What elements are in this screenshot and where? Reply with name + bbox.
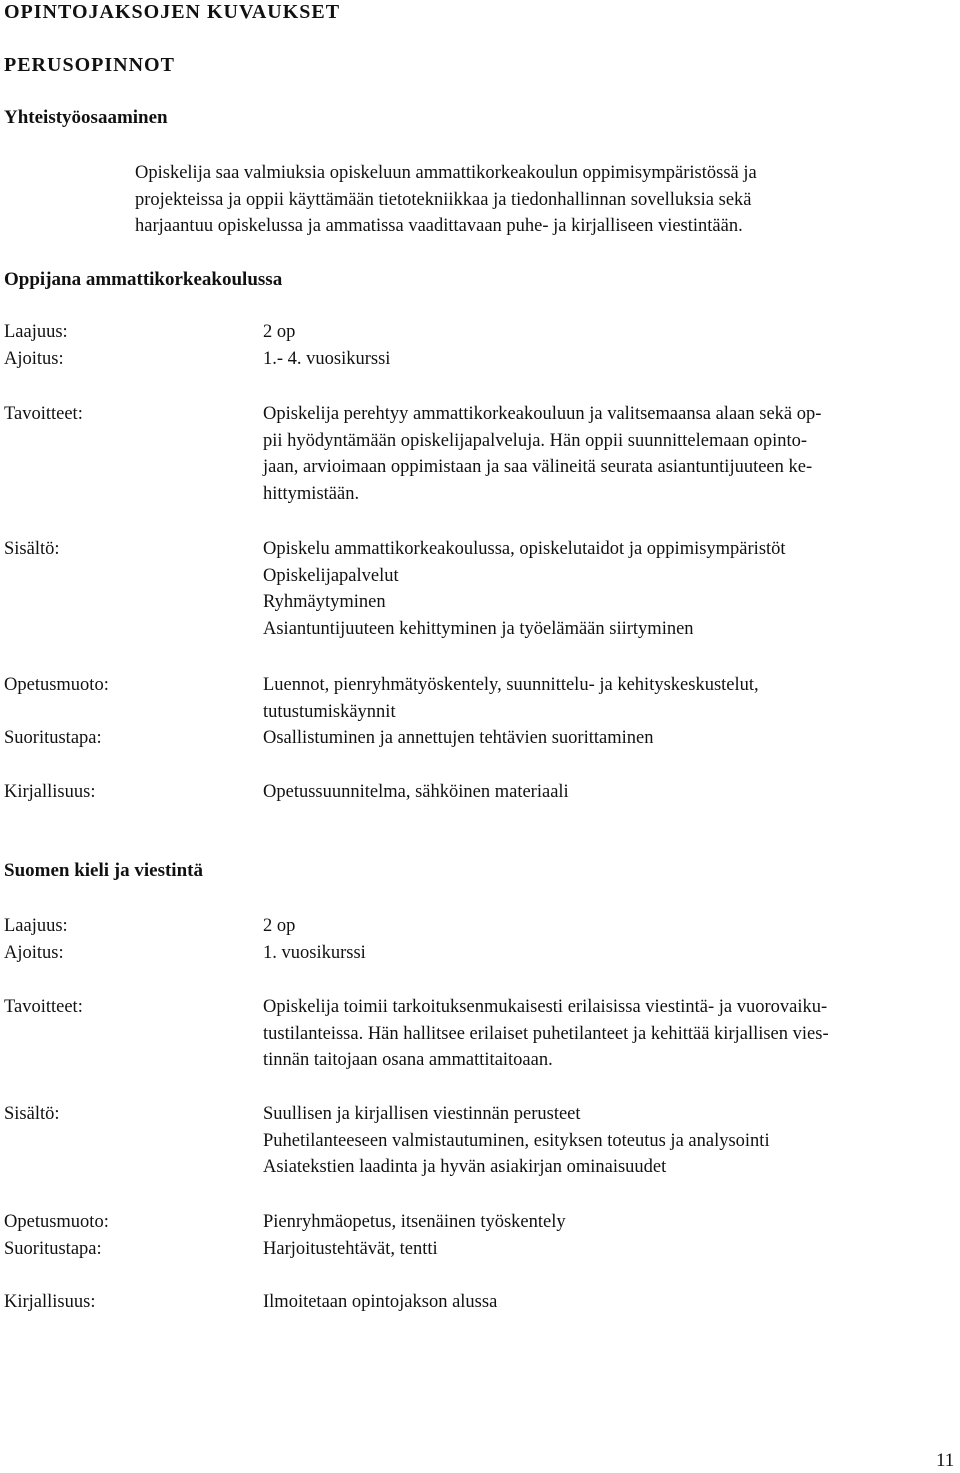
text-line: hittymistään. [263, 483, 360, 504]
ajoitus-value: 1.- 4. vuosikurssi [263, 349, 391, 369]
text-line: Suullisen ja kirjallisen viestinnän perusteet [263, 1104, 581, 1124]
ajoitus-label: Ajoitus: [4, 943, 64, 963]
text-line: tutustumiskäynnit [263, 701, 396, 722]
text-line: jaan, arvioimaan oppimistaan ja saa välineitä seurata asiantuntijuuteen ke- [263, 457, 813, 477]
kirjallisuus-value: Ilmoitetaan opintojakson alussa [263, 1292, 498, 1312]
opetusmuoto-label: Opetusmuoto: [4, 675, 109, 695]
tavoitteet-value [263, 401, 821, 507]
course-title: Oppijana ammattikorkeakoulussa [4, 269, 283, 290]
tavoitteet-label: Tavoitteet: [4, 404, 83, 424]
ajoitus-label: Ajoitus: [4, 349, 64, 369]
suoritustapa-label: Suoritustapa: [4, 728, 102, 748]
opetusmuoto-value [263, 672, 759, 725]
tavoitteet-value [263, 994, 829, 1074]
kirjallisuus-label: Kirjallisuus: [4, 1292, 96, 1312]
kirjallisuus-value: Opetussuunnitelma, sähköinen materiaali [263, 782, 569, 802]
laajuus-value: 2 op [263, 916, 296, 936]
text-line: pii hyödyntämään opiskelijapalveluja. Hän oppii suunnittelemaan opinto- [263, 430, 808, 451]
course-title: Suomen kieli ja viestintä [4, 860, 203, 881]
suoritustapa-value: Harjoitustehtävät, tentti [263, 1239, 438, 1259]
kirjallisuus-label: Kirjallisuus: [4, 782, 96, 802]
text-line: Ryhmäytyminen [263, 592, 386, 612]
opetusmuoto-label: Opetusmuoto: [4, 1212, 109, 1232]
sisalto-label: Sisältö: [4, 539, 60, 559]
laajuus-label: Laajuus: [4, 916, 68, 936]
intro-line: projekteissa ja oppii käyttämään tietotekniikkaa ja tiedonhallinnan sovelluksia sekä [135, 189, 752, 210]
text-line: Asiantuntijuuteen kehittyminen ja työelämään siirtyminen [263, 618, 694, 639]
sisalto-value [263, 1101, 770, 1181]
intro-line: harjaantuu opiskelussa ja ammatissa vaadittavaan puhe- ja kirjalliseen viestintään. [135, 216, 743, 236]
section-heading: PERUSOPINNOT [4, 54, 175, 76]
text-line: tinnän taitojaan osana ammattitaitoaan. [263, 1050, 553, 1070]
text-line: Opiskelija toimii tarkoituksenmukaisesti erilaisissa viestintä- ja vuorovaiku- [263, 997, 828, 1017]
laajuus-value: 2 op [263, 322, 296, 342]
text-line: Luennot, pienryhmätyöskentely, suunnittelu- ja kehityskeskustelut, [263, 675, 759, 695]
intro-line: Opiskelija saa valmiuksia opiskeluun ammattikorkeakoulun oppimisympäristössä ja [135, 163, 757, 183]
laajuus-label: Laajuus: [4, 322, 68, 342]
text-line: Opiskelijapalvelut [263, 565, 399, 586]
ajoitus-value: 1. vuosikurssi [263, 943, 366, 963]
text-line: Puhetilanteeseen valmistautuminen, esityksen toteutus ja analysointi [263, 1130, 770, 1151]
opetusmuoto-value: Pienryhmäopetus, itsenäinen työskentely [263, 1212, 566, 1232]
text-line: tustilanteissa. Hän hallitsee erilaiset puhetilanteet ja kehittää kirjallisen vies- [263, 1023, 829, 1044]
tavoitteet-label: Tavoitteet: [4, 997, 83, 1017]
suoritustapa-label: Suoritustapa: [4, 1239, 102, 1259]
text-line: Asiatekstien laadinta ja hyvän asiakirjan ominaisuudet [263, 1157, 667, 1177]
page-number: 11 [936, 1450, 955, 1471]
intro-paragraph [135, 160, 757, 240]
page-title: OPINTOJAKSOJEN KUVAUKSET [4, 1, 341, 23]
sisalto-label: Sisältö: [4, 1104, 60, 1124]
sisalto-value [263, 536, 786, 642]
text-line: Opiskelija perehtyy ammattikorkeakouluun ja valitsemaansa alaan sekä op- [263, 404, 822, 424]
text-line: Opiskelu ammattikorkeakoulussa, opiskelutaidot ja oppimisympäristöt [263, 539, 786, 559]
suoritustapa-value: Osallistuminen ja annettujen tehtävien suorittaminen [263, 728, 654, 748]
subsection-heading: Yhteistyöosaaminen [4, 107, 168, 128]
